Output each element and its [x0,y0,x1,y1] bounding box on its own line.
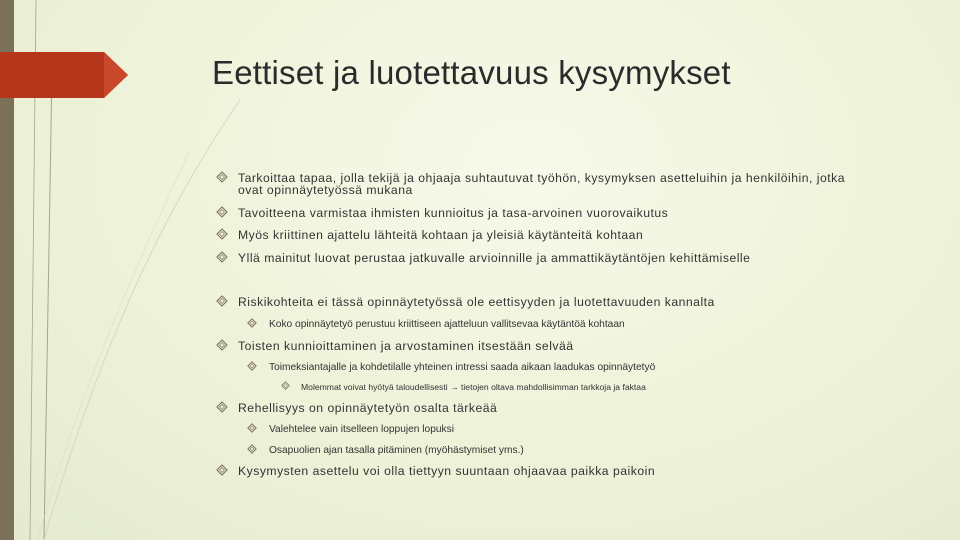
bullet-item [216,172,856,196]
bullet-text: Toimeksiantajalle ja kohdetilalle yhteinen intressi saada aikaan laadukas opinnäytetyö [269,362,656,373]
bullet-item [247,445,524,456]
bullet-text: Tavoitteena varmistaa ihmisten kunnioitus ja tasa-arvoinen vuorovaikutus [238,206,669,220]
bullet-item [216,340,574,352]
bullet-item [281,382,646,392]
bullet-item [247,362,655,373]
diamond-icon [247,318,269,328]
bullet-item [216,252,750,264]
bullet-text: Toisten kunnioittaminen ja arvostaminen itsestään selvää [238,339,574,353]
bullet-item [216,207,668,219]
diamond-icon [281,381,301,390]
diamond-icon [247,423,269,433]
bullet-text: Tarkoittaa tapaa, jolla tekijä ja ohjaaja suhtautuvat työhön, kysymyksen asetteluihin ja henkilöihin, jotka ovat opinnäytetyössä mukana [238,171,846,197]
bullet-text: Osapuolien ajan tasalla pitäminen (myöhästymiset yms.) [269,445,524,456]
bullet-item [247,319,625,330]
bullet-text: Rehellisyys on opinnäytetyön osalta tärkeää [238,401,498,415]
diamond-icon [216,251,238,263]
bullet-item [216,296,715,308]
bullet-item [216,465,655,477]
bullet-text: Koko opinnäytetyö perustuu kriittiseen ajatteluun vallitsevaa käytäntöä kohtaan [269,319,625,330]
bullet-text: Myös kriittinen ajattelu lähteitä kohtaan ja yleisiä käytänteitä kohtaan [238,228,644,242]
diamond-icon [216,206,238,218]
diamond-icon [247,444,269,454]
bullet-text: Molemmat voivat hyötyä taloudellisesti → tietojen oltava mahdollisimman tarkkoja ja faktaa [301,382,646,392]
bullet-item [216,402,497,414]
diamond-icon [247,361,269,371]
bullet-item [247,424,454,435]
diamond-icon [216,228,238,240]
bullet-text: Yllä mainitut luovat perustaa jatkuvalle arvioinnille ja ammattikäytäntöjen kehittämiselle [238,251,751,265]
bullet-item [216,229,643,241]
diamond-icon [216,401,238,413]
bullet-text: Riskikohteita ei tässä opinnäytetyössä ole eettisyyden ja luotettavuuden kannalta [238,295,715,309]
bullet-text: Kysymysten asettelu voi olla tiettyyn suuntaan ohjaavaa paikka paikoin [238,464,656,478]
bullet-text: Valehtelee vain itselleen loppujen lopuksi [269,424,455,435]
diamond-icon [216,171,238,183]
diamond-icon [216,295,238,307]
diamond-icon [216,339,238,351]
slide-title: Eettiset ja luotettavuus kysymykset [212,54,731,91]
diamond-icon [216,464,238,476]
